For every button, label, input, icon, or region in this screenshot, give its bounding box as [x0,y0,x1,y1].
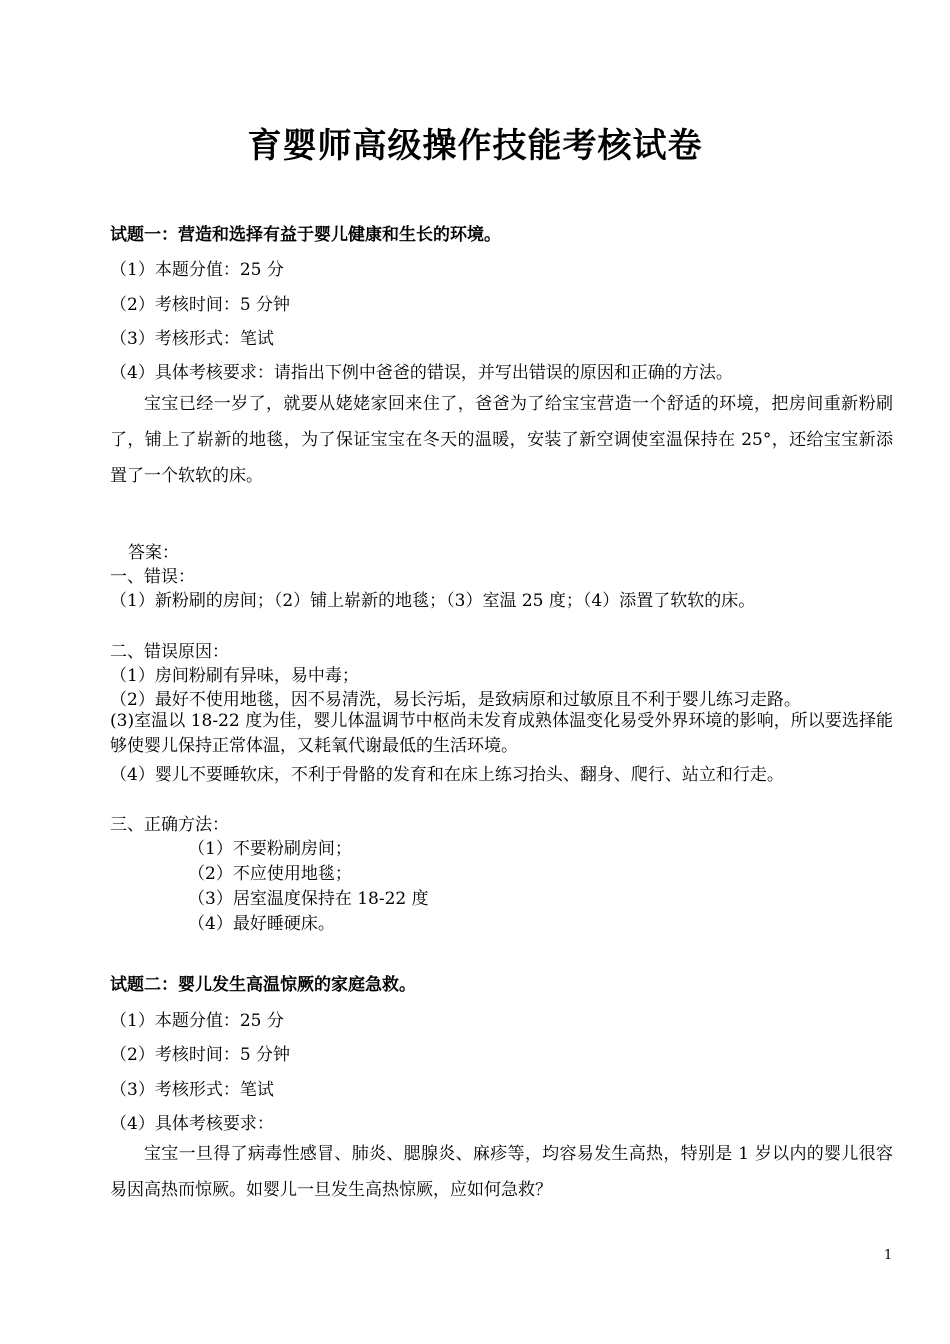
question-1-time: （2）考核时间：5 分钟 [110,295,291,315]
question-2-heading: 试题二：婴儿发生高温惊厥的家庭急救。 [110,975,416,995]
errors-heading: 一、错误： [110,567,195,587]
reason-item: （2）最好不使用地毯，因不易清洗，易长污垢，是致病原和过敏原且不利于婴儿练习走路。 [110,690,801,710]
reason-item: （1）房间粉刷有异味，易中毒； [110,666,359,686]
question-2-score: （1）本题分值：25 分 [110,1011,284,1031]
reason-item: （4）婴儿不要睡软床，不利于骨骼的发育和在床上练习抬头、翻身、爬行、站立和行走。 [110,765,784,785]
answer-label: 答案： [128,543,179,563]
page-title: 育婴师高级操作技能考核试卷 [247,126,703,166]
question-1-requirement: （4）具体考核要求：请指出下例中爸爸的错误，并写出错误的原因和正确的方法。 [110,363,733,383]
method-item: （2）不应使用地毯； [188,864,352,884]
reasons-heading: 二、错误原因： [110,642,229,662]
question-1-score: （1）本题分值：25 分 [110,260,284,280]
method-item: （1）不要粉刷房间； [188,839,352,859]
method-item: （3）居室温度保持在 18-22 度 [188,889,429,909]
question-2-time: （2）考核时间：5 分钟 [110,1045,291,1065]
methods-heading: 三、正确方法： [110,815,229,835]
question-2-scenario: 宝宝一旦得了病毒性感冒、肺炎、腮腺炎、麻疹等，均容易发生高热，特别是 1 岁以内的婴儿很容易因高热而惊厥。如婴儿一旦发生高热惊厥，应如何急救？ [110,1144,893,1200]
question-2-requirement: （4）具体考核要求： [110,1114,274,1134]
method-item: （4）最好睡硬床。 [188,914,335,934]
question-2-format: （3）考核形式：笔试 [110,1080,274,1100]
question-1-format: （3）考核形式：笔试 [110,329,274,349]
page-number: 1 [884,1248,893,1263]
reason-item: (3)室温以 18-22 度为佳，婴儿体温调节中枢尚未发育成熟体温变化易受外界环境的影响，所以要选择能够使婴儿保持正常体温，又耗氧代谢最低的生活环境。 [110,711,893,756]
errors-list: （1）新粉刷的房间；（2）铺上崭新的地毯；（3）室温 25 度；（4）添置了软软的床。 [110,591,756,611]
question-1-scenario: 宝宝已经一岁了，就要从姥姥家回来住了，爸爸为了给宝宝营造一个舒适的环境，把房间重新粉刷了，铺上了崭新的地毯，为了保证宝宝在冬天的温暖，安装了新空调使室温保持在 25°，还给宝宝新添置了一个软软的床。 [110,394,893,486]
question-1-heading: 试题一：营造和选择有益于婴儿健康和生长的环境。 [110,225,501,245]
